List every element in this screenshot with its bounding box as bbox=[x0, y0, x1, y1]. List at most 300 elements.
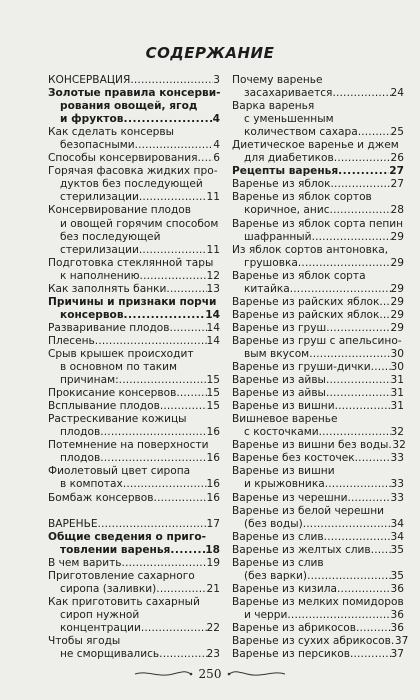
toc-entry[interactable] bbox=[232, 596, 404, 622]
dot-leader bbox=[154, 492, 207, 505]
toc-entry-line bbox=[48, 557, 220, 570]
toc-entry-line bbox=[232, 544, 404, 557]
toc-entry[interactable] bbox=[48, 596, 220, 635]
toc-entry[interactable] bbox=[232, 374, 404, 387]
dot-leader bbox=[319, 426, 391, 439]
toc-entry-title: Варенье из вишни bbox=[232, 465, 335, 478]
dot-leader bbox=[330, 204, 391, 217]
toc-entry-title: Вишневое варенье bbox=[232, 413, 338, 426]
toc-entry-title: (без варки) bbox=[244, 569, 308, 582]
toc-entry-line bbox=[48, 231, 220, 244]
toc-entry[interactable] bbox=[48, 570, 220, 596]
toc-page-number: 12 bbox=[206, 269, 220, 282]
toc-entry-title: Приготовление сахарного bbox=[48, 569, 195, 582]
toc-entry-title: Варенье из слив bbox=[232, 556, 324, 569]
dot-leader bbox=[160, 400, 207, 413]
toc-entry-line bbox=[232, 244, 404, 257]
toc-entry-title: (без воды) bbox=[244, 517, 303, 530]
toc-page-number: 23 bbox=[206, 648, 220, 661]
dot-leader bbox=[95, 335, 207, 348]
toc-entry[interactable] bbox=[232, 583, 404, 596]
toc-entry-title: Почему варенье bbox=[232, 74, 323, 86]
toc-entry-title: Как приготовить сахарный bbox=[48, 595, 200, 608]
toc-entry[interactable] bbox=[232, 635, 409, 648]
toc-page-number: 22 bbox=[206, 621, 220, 634]
toc-entry-line bbox=[232, 596, 404, 609]
toc-entry-line bbox=[48, 100, 220, 113]
toc-entry-line bbox=[232, 505, 404, 518]
toc-entry-title: в основном по таким bbox=[60, 361, 178, 374]
toc-entry[interactable] bbox=[232, 165, 404, 178]
toc-entry-title: Рецепты варенья bbox=[232, 165, 339, 178]
toc-entry-title: концентрации bbox=[60, 621, 141, 634]
toc-entry-title: Как заполнять банки bbox=[48, 282, 167, 295]
dot-leader bbox=[309, 348, 390, 361]
toc-entry-title: дуктов без последующей bbox=[60, 178, 203, 191]
toc-entry-line bbox=[48, 465, 220, 478]
toc-page-number: 14 bbox=[206, 334, 220, 347]
toc-entry-line bbox=[48, 74, 220, 87]
toc-entry-line bbox=[48, 596, 220, 609]
dot-leader bbox=[335, 400, 391, 413]
toc-entry-line bbox=[232, 570, 404, 583]
toc-page-number: 32 bbox=[392, 439, 406, 452]
toc-entry-title: Варенье из сухих абрикосов bbox=[232, 635, 391, 648]
toc-entry-title: причинам: bbox=[60, 374, 119, 387]
toc-entry-title: Способы консервирования bbox=[48, 152, 198, 165]
toc-entry-title: консервов bbox=[60, 308, 124, 321]
toc-entry-title: Варенье из кизила bbox=[232, 582, 338, 595]
dot-leader bbox=[337, 583, 391, 596]
toc-entry-title: Подготовка стеклянной тары bbox=[48, 256, 214, 269]
toc-entry-line bbox=[232, 361, 404, 374]
toc-entry-line bbox=[232, 452, 404, 465]
toc-entry-title: Варенье из белой черешни bbox=[232, 504, 385, 517]
toc-entry-title: Варенье из вишни без воды bbox=[232, 439, 389, 452]
toc-entry-title: Срыв крышек происходит bbox=[48, 347, 194, 360]
toc-entry[interactable] bbox=[48, 322, 220, 335]
toc-entry[interactable] bbox=[48, 531, 220, 557]
dot-leader bbox=[123, 113, 212, 126]
dot-leader bbox=[355, 452, 391, 465]
dot-leader bbox=[371, 361, 391, 374]
toc-entry-line bbox=[232, 531, 404, 544]
toc-entry-title: Варенье из яблок bbox=[232, 178, 331, 191]
toc-page-number: 35 bbox=[390, 569, 404, 582]
toc-entry[interactable] bbox=[232, 309, 404, 322]
toc-entry-line bbox=[48, 622, 220, 635]
toc-entry[interactable] bbox=[232, 387, 404, 400]
toc-entry[interactable] bbox=[48, 152, 220, 165]
toc-entry[interactable] bbox=[232, 270, 404, 296]
toc-entry-title: Варенье из желтых слив bbox=[232, 543, 371, 556]
toc-entry[interactable] bbox=[48, 257, 220, 283]
toc-entry[interactable] bbox=[232, 505, 404, 531]
toc-page-number: 32 bbox=[390, 426, 404, 439]
toc-entry-title: и черри bbox=[244, 608, 288, 621]
toc-entry-line bbox=[48, 113, 220, 126]
dot-leader bbox=[166, 283, 206, 296]
toc-entry-title: Варенье из райских яблок bbox=[232, 308, 380, 321]
toc-entry-line bbox=[48, 400, 220, 413]
toc-entry-line bbox=[48, 531, 220, 544]
toc-entry-title: плодов bbox=[60, 452, 101, 465]
toc-entry-title: Варенье из груш с апельсино- bbox=[232, 334, 402, 347]
toc-entry[interactable] bbox=[232, 622, 404, 635]
toc-entry[interactable] bbox=[48, 87, 220, 126]
section-gap bbox=[48, 505, 220, 518]
toc-page-number: 27 bbox=[390, 178, 404, 191]
toc-entry-line bbox=[48, 204, 220, 217]
toc-entry-line bbox=[232, 465, 404, 478]
toc-entry-title: Потемнение на поверхности bbox=[48, 439, 209, 452]
toc-page-number: 31 bbox=[390, 387, 404, 400]
toc-entry-title: Горячая фасовка жидких про- bbox=[48, 165, 218, 178]
toc-entry-title: Варка варенья bbox=[232, 100, 315, 113]
toc-page-number: 16 bbox=[206, 478, 220, 491]
toc-entry[interactable] bbox=[48, 74, 220, 87]
toc-entry-title: и фруктов bbox=[60, 113, 124, 126]
toc-entry[interactable] bbox=[232, 74, 404, 100]
toc-entry-line bbox=[232, 139, 404, 152]
toc-entry-line bbox=[48, 583, 220, 596]
toc-entry-title: Варенье из абрикосов bbox=[232, 621, 357, 634]
toc-entry-title: Чтобы ягоды bbox=[48, 634, 121, 647]
toc-entry-line bbox=[48, 544, 220, 557]
toc-entry[interactable] bbox=[48, 492, 220, 505]
dot-leader bbox=[156, 583, 206, 596]
toc-page-number: 16 bbox=[206, 426, 220, 439]
dot-leader bbox=[358, 126, 391, 139]
toc-entry-line bbox=[48, 518, 220, 531]
toc-entry-line bbox=[48, 218, 220, 231]
toc-entry-line bbox=[232, 635, 409, 648]
toc-entry-title: Варенье из яблок сортов bbox=[232, 191, 372, 204]
toc-entry-title: к наполнению bbox=[60, 269, 140, 282]
dot-leader bbox=[332, 87, 390, 100]
toc-entry[interactable] bbox=[48, 283, 220, 296]
toc-entry[interactable] bbox=[232, 139, 404, 165]
dot-leader bbox=[379, 309, 390, 322]
page-number: 250 bbox=[198, 667, 222, 681]
toc-entry-line bbox=[48, 126, 220, 139]
dot-leader bbox=[122, 557, 207, 570]
toc-entry-title: Прокисание консервов bbox=[48, 387, 177, 400]
toc-entry-title: коричное, анис bbox=[244, 204, 330, 217]
toc-entry-title: рования овощей, ягод bbox=[60, 100, 198, 113]
toc-entry-title: стерилизации bbox=[60, 243, 139, 256]
toc-entry-title: Плесень bbox=[48, 334, 95, 347]
toc-entry-title: Бомбаж консервов bbox=[48, 491, 154, 504]
right-flourish-icon bbox=[227, 669, 287, 679]
toc-entry[interactable] bbox=[232, 465, 404, 491]
toc-entry-line bbox=[232, 583, 404, 596]
dot-leader bbox=[371, 544, 391, 557]
dot-leader bbox=[198, 152, 214, 165]
toc-entry-title: Варенье из вишни bbox=[232, 400, 335, 413]
toc-entry-line bbox=[48, 570, 220, 583]
toc-entry-line bbox=[232, 622, 404, 635]
toc-entry-title: Варенье без косточек bbox=[232, 452, 355, 465]
toc-entry[interactable] bbox=[232, 335, 404, 361]
toc-page-number: 14 bbox=[206, 321, 220, 334]
toc-entry[interactable] bbox=[48, 557, 220, 570]
dot-leader bbox=[159, 648, 206, 661]
toc-entry[interactable] bbox=[48, 635, 220, 661]
dot-leader bbox=[140, 270, 207, 283]
toc-page-number: 31 bbox=[390, 400, 404, 413]
toc-entry-line bbox=[232, 204, 404, 217]
toc-page-number: 4 bbox=[213, 139, 220, 152]
toc-entry-title: Из яблок сортов антоновка, bbox=[232, 243, 389, 256]
dot-leader bbox=[324, 531, 391, 544]
toc-page-number: 13 bbox=[206, 282, 220, 295]
toc-entry-line bbox=[48, 244, 220, 257]
toc-entry-line bbox=[232, 113, 404, 126]
dot-leader bbox=[347, 492, 390, 505]
dot-leader bbox=[139, 191, 207, 204]
toc-entry-title: Варенье из персиков bbox=[232, 648, 350, 661]
toc-entry-line bbox=[232, 152, 404, 165]
toc-entry-title: Варенье из груш bbox=[232, 321, 327, 334]
toc-entry-title: Варенье из яблок сорта пепин bbox=[232, 217, 404, 230]
toc-entry-title: Как сделать консервы bbox=[48, 126, 174, 139]
toc-page-number: 34 bbox=[390, 530, 404, 543]
dot-leader bbox=[326, 374, 391, 387]
dot-leader bbox=[135, 139, 214, 152]
toc-entry-line bbox=[232, 439, 404, 452]
dot-leader bbox=[326, 387, 391, 400]
toc-entry-title: КОНСЕРВАЦИЯ bbox=[48, 74, 131, 86]
toc-entry[interactable] bbox=[232, 452, 404, 465]
toc-page-number: 29 bbox=[390, 321, 404, 334]
toc-page-number: 19 bbox=[206, 556, 220, 569]
toc-entry[interactable] bbox=[232, 439, 404, 452]
toc-entry-line bbox=[48, 309, 220, 322]
toc-page-number: 4 bbox=[212, 113, 220, 126]
toc-page-number: 15 bbox=[206, 387, 220, 400]
toc-entry[interactable] bbox=[48, 387, 220, 400]
toc-entry-title: стерилизации bbox=[60, 191, 139, 204]
toc-entry[interactable] bbox=[48, 465, 220, 491]
dot-leader bbox=[170, 544, 205, 557]
toc-page-number: 18 bbox=[205, 543, 220, 556]
toc-page-number: 11 bbox=[206, 243, 220, 256]
toc-entry-title: Варенье из слив bbox=[232, 530, 324, 543]
toc-entry-title: Диетическое варенье и джем bbox=[232, 139, 399, 152]
toc-entry-line bbox=[232, 126, 404, 139]
toc-page-number: 30 bbox=[390, 361, 404, 374]
toc-page-number: 33 bbox=[390, 452, 404, 465]
toc-entry-line bbox=[48, 270, 220, 283]
toc-entry-title: грушовка bbox=[244, 256, 298, 269]
toc-page-number: 33 bbox=[390, 491, 404, 504]
toc-entry[interactable] bbox=[48, 400, 220, 413]
dot-leader bbox=[170, 322, 207, 335]
toc-entry-title: Варенье из мелких помидоров bbox=[232, 595, 404, 608]
toc-page-number: 15 bbox=[206, 374, 220, 387]
toc-entry-line bbox=[232, 557, 404, 570]
toc-entry-line bbox=[48, 374, 220, 387]
toc-entry-title: Золотые правила консерви- bbox=[48, 87, 221, 100]
toc-entry[interactable] bbox=[232, 557, 404, 583]
toc-entry-line bbox=[232, 335, 404, 348]
toc-entry-line bbox=[48, 648, 220, 661]
toc-entry-line bbox=[48, 165, 220, 178]
toc-page-number: 24 bbox=[390, 87, 404, 100]
toc-entry-title: сироп нужной bbox=[60, 608, 140, 621]
toc-entry[interactable] bbox=[48, 439, 220, 465]
toc-page-number: 35 bbox=[390, 543, 404, 556]
toc-entry-line bbox=[232, 165, 404, 178]
toc-entry-line bbox=[48, 492, 220, 505]
dot-leader bbox=[298, 257, 391, 270]
toc-page-number: 29 bbox=[390, 308, 404, 321]
toc-entry-line bbox=[232, 257, 404, 270]
toc-page-number: 37 bbox=[390, 648, 404, 661]
dot-leader bbox=[379, 296, 390, 309]
toc-entry-title: Разваривание плодов bbox=[48, 321, 170, 334]
toc-page-number: 34 bbox=[390, 517, 404, 530]
dot-leader bbox=[350, 648, 391, 661]
toc-entry-title: без последующей bbox=[60, 230, 161, 243]
toc-entry-title: Консервирование плодов bbox=[48, 204, 191, 217]
toc-entry-title: В чем варить bbox=[48, 556, 122, 569]
toc-page-number: 21 bbox=[206, 582, 220, 595]
dot-leader bbox=[176, 387, 206, 400]
toc-entry-line bbox=[48, 283, 220, 296]
toc-entry[interactable] bbox=[232, 361, 404, 374]
toc-page-number: 14 bbox=[205, 308, 220, 321]
toc-page-number: 17 bbox=[206, 517, 220, 530]
dot-leader bbox=[356, 622, 391, 635]
toc-entry[interactable] bbox=[48, 335, 220, 348]
toc-entry[interactable] bbox=[232, 322, 404, 335]
toc-entry[interactable] bbox=[232, 531, 404, 544]
toc-entry[interactable] bbox=[232, 296, 404, 309]
toc-entry-line bbox=[48, 478, 220, 491]
dot-leader bbox=[325, 478, 391, 491]
toc-page-number: 29 bbox=[390, 295, 404, 308]
toc-entry-line bbox=[48, 296, 220, 309]
toc-entry[interactable] bbox=[232, 400, 404, 413]
toc-page-number: 28 bbox=[390, 204, 404, 217]
toc-entry[interactable] bbox=[232, 648, 404, 661]
toc-entry[interactable] bbox=[232, 413, 404, 439]
toc-entry-line bbox=[232, 387, 404, 400]
toc-entry-title: безопасными bbox=[60, 139, 135, 152]
toc-entry-title: Варенье из яблок сорта bbox=[232, 269, 366, 282]
dot-leader bbox=[307, 570, 390, 583]
toc-page-number: 15 bbox=[206, 400, 220, 413]
dot-leader bbox=[334, 152, 391, 165]
toc-entry-title: засахаривается bbox=[244, 87, 333, 100]
toc-entry[interactable] bbox=[48, 204, 220, 256]
toc-page-number: 36 bbox=[390, 621, 404, 634]
toc-entry-line bbox=[232, 609, 404, 622]
toc-entry-line bbox=[232, 322, 404, 335]
toc-entry[interactable] bbox=[48, 518, 220, 531]
toc-entry-title: вым вкусом bbox=[244, 347, 310, 360]
dot-leader bbox=[119, 374, 207, 387]
toc-entry-title: для диабетиков bbox=[244, 152, 334, 165]
toc-entry-title: Варенье из айвы bbox=[232, 387, 326, 400]
toc-entry-line bbox=[232, 231, 404, 244]
dot-leader bbox=[290, 283, 391, 296]
toc-entry-title: Варенье из груши-дички bbox=[232, 361, 371, 374]
toc-entry[interactable] bbox=[232, 100, 404, 139]
toc-page-number: 25 bbox=[390, 126, 404, 139]
toc-entry-title: с уменьшенным bbox=[244, 113, 334, 126]
toc-entry-title: Фиолетовый цвет сиропа bbox=[48, 465, 191, 478]
dot-leader bbox=[303, 518, 391, 531]
toc-entry-title: товлении варенья bbox=[60, 543, 171, 556]
dot-leader bbox=[326, 322, 390, 335]
toc-entry-line bbox=[232, 296, 404, 309]
toc-entry-line bbox=[232, 374, 404, 387]
toc-entry-line bbox=[232, 400, 404, 413]
dot-leader bbox=[312, 231, 391, 244]
toc-entry-title: шафранный bbox=[244, 230, 312, 243]
dot-leader bbox=[338, 165, 389, 178]
toc-page-number: 33 bbox=[390, 478, 404, 491]
toc-entry-line bbox=[48, 439, 220, 452]
toc-page-number: 11 bbox=[206, 191, 220, 204]
toc-entry[interactable] bbox=[232, 178, 404, 191]
toc-page-number: 26 bbox=[390, 152, 404, 165]
toc-entry[interactable] bbox=[48, 348, 220, 387]
toc-entry-title: Общие сведения о приго- bbox=[48, 530, 207, 543]
toc-page-number: 29 bbox=[390, 282, 404, 295]
toc-entry-title: количеством сахара bbox=[244, 126, 358, 139]
toc-entry-line bbox=[232, 100, 404, 113]
toc-page-number: 27 bbox=[389, 165, 404, 178]
dot-leader bbox=[331, 178, 391, 191]
toc-page-number: 31 bbox=[390, 374, 404, 387]
toc-entry-line bbox=[48, 609, 220, 622]
toc-entry-line bbox=[232, 191, 404, 204]
toc-entry-line bbox=[232, 478, 404, 491]
toc-entry-line bbox=[48, 178, 220, 191]
toc-entry[interactable] bbox=[48, 413, 220, 439]
toc-entry-line bbox=[232, 74, 404, 87]
toc-entry-line bbox=[232, 648, 404, 661]
toc-entry-line bbox=[232, 518, 404, 531]
toc-entry-line bbox=[48, 635, 220, 648]
toc-entry-line bbox=[232, 178, 404, 191]
toc-entry-line bbox=[48, 191, 220, 204]
toc-entry-title: с косточками bbox=[244, 426, 319, 439]
toc-entry[interactable] bbox=[232, 218, 404, 244]
toc-entry-title: Варенье из айвы bbox=[232, 374, 326, 387]
toc-page-number: 3 bbox=[213, 74, 220, 86]
toc-entry-title: Растрескивание кожицы bbox=[48, 413, 187, 426]
toc-entry[interactable] bbox=[48, 296, 220, 322]
toc-entry[interactable] bbox=[48, 126, 220, 152]
toc-entry[interactable] bbox=[48, 165, 220, 204]
toc-entry[interactable] bbox=[232, 191, 404, 217]
dot-leader bbox=[287, 609, 390, 622]
toc-page-number: 6 bbox=[213, 152, 220, 165]
toc-entry-title: сиропа (заливки) bbox=[60, 582, 157, 595]
toc-column-left bbox=[48, 74, 220, 661]
toc-page-number: 36 bbox=[390, 608, 404, 621]
toc-entry[interactable] bbox=[232, 544, 404, 557]
toc-entry-line bbox=[232, 283, 404, 296]
toc-entry[interactable] bbox=[232, 492, 404, 505]
toc-entry[interactable] bbox=[232, 244, 404, 270]
toc-entry-title: Варенье из райских яблок bbox=[232, 295, 380, 308]
